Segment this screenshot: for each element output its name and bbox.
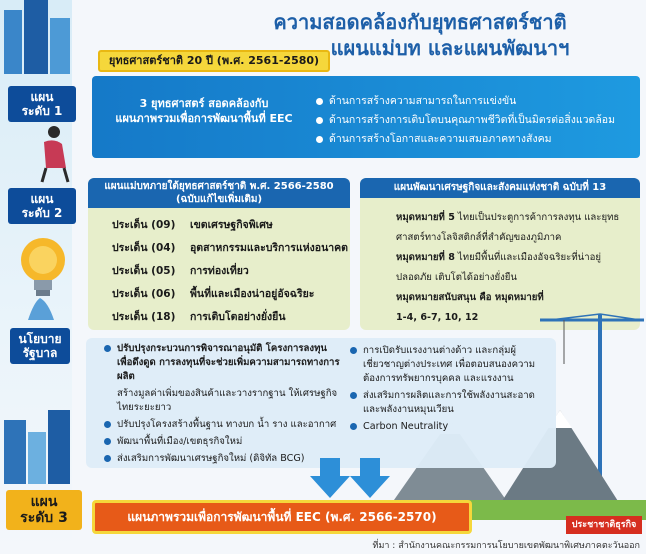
list-item: การเปิดรับแรงงานต่างด้าว และกลุ่มผู้เชี่ยวชาญต่างประเทศ เพื่อตอบสนองความต้องการทรัพยากรบุคคล และแรงงาน — [350, 344, 550, 386]
list-item: Carbon Neutrality — [350, 420, 550, 434]
bullet-icon — [350, 392, 357, 399]
down-arrow-icon — [310, 458, 390, 502]
policy-left-list — [104, 342, 340, 469]
level-3-label: แผน ระดับ 3 — [6, 490, 82, 530]
page-title: ความสอดคล้องกับยุทธศาสตร์ชาติ — [273, 10, 567, 34]
strategy-list — [316, 92, 638, 149]
policy-right-list — [350, 344, 550, 437]
support-milestones: หมุดหมายสนับสนุน คือ หมุดหมายที่ — [396, 292, 544, 303]
lightbulb-icon — [18, 232, 68, 322]
bullet-icon — [104, 455, 111, 462]
nesdp-header: แผนพัฒนาเศรษฐกิจและสังคมแห่งชาติ ฉบับที่ 13 — [360, 178, 640, 198]
bullet-icon — [104, 421, 111, 428]
government-policy-label: นโยบาย รัฐบาล — [10, 328, 70, 364]
bullet-icon — [316, 98, 323, 105]
strategy-summary: 3 ยุทธศาสตร์ สอดคล้องกับ แผนภาพรวมเพื่อการพัฒนาพื้นที่ EEC — [115, 97, 293, 125]
person-icon — [36, 124, 76, 184]
list-item: พัฒนาพื้นที่เมือง/เขตธุรกิจใหม่ — [104, 435, 340, 449]
list-item: ประเด็น (18) การเติบโตอย่างยั่งยืน — [112, 311, 286, 323]
list-item: ปรับปรุงโครงสร้างพื้นฐาน ทางบก น้ำ ราง และอากาศ — [104, 418, 340, 432]
brand-logo: ประชาชาติธุรกิจ — [566, 516, 642, 534]
bullet-icon — [104, 345, 111, 352]
bullet-icon — [350, 423, 357, 430]
list-item: ส่งเสริมการพัฒนาเศรษฐกิจใหม่ (ดิจิทัล BCG) — [104, 452, 340, 466]
page-subtitle: แผนแม่บท และแผนพัฒนาฯ — [330, 36, 570, 60]
level-1-label: แผน ระดับ 1 — [8, 86, 76, 122]
national-strategy-bar: ยุทธศาสตร์ชาติ 20 ปี (พ.ศ. 2561-2580) — [98, 50, 330, 72]
bullet-icon — [104, 438, 111, 445]
strategy-item: ด้านการสร้างความสามารถในการแข่งขัน — [316, 92, 638, 111]
source-note: ที่มา : สำนักงานคณะกรรมการนโยบายเขตพัฒนาพิเศษภาคตะวันออก — [372, 541, 640, 551]
bullet-icon — [316, 136, 323, 143]
list-item: ส่งเสริมการผลิตและการใช้พลังงานสะอาด และพลังงานหมุนเวียน — [350, 389, 550, 417]
list-item: ประเด็น (04) อุตสาหกรรมและบริการแห่งอนาคต — [112, 242, 348, 254]
eec-plan-bar: แผนภาพรวมเพื่อการพัฒนาพื้นที่ EEC (พ.ศ. 2566-2570) — [92, 500, 472, 534]
milestone-8: หมุดหมายที่ 8 ไทยมีพื้นที่และเมืองอัจฉริยะที่น่าอยู่ ปลอดภัย เติบโตได้อย่างยั่งยืน — [396, 252, 601, 283]
list-item: สร้างมูลค่าเพิ่มของสินค้าและวางรากฐาน ให้เศรษฐกิจไทยระยะยาว — [117, 388, 338, 413]
master-plan-header: แผนแม่บทภายใต้ยุทธศาสตร์ชาติ พ.ศ. 2566-2580 (ฉบับแก้ไขเพิ่มเติม) — [88, 178, 350, 208]
milestone-5: หมุดหมายที่ 5 ไทยเป็นประตูการค้าการลงทุน และยุทธศาสตร์ทางโลจิสติกส์ที่สำคัญของภูมิภาค — [396, 212, 620, 243]
strategy-item: ด้านการสร้างโอกาสและความเสมอภาคทางสังคม — [316, 130, 638, 149]
list-item: ประเด็น (05) การท่องเที่ยว — [112, 265, 249, 277]
list-item: ประเด็น (06) พื้นที่และเมืองน่าอยู่อัจฉริยะ — [112, 288, 315, 300]
support-list: 1-4, 6-7, 10, 12 — [396, 312, 479, 323]
level-2-label: แผน ระดับ 2 — [8, 188, 76, 224]
list-item: ประเด็น (09) เขตเศรษฐกิจพิเศษ — [112, 219, 273, 231]
master-plan-list — [112, 214, 348, 329]
list-item: ปรับปรุงกระบวนการพิจารณาอนุมัติ โครงการลงทุนเพื่อดึงดูด การลงทุนที่จะช่วยเพิ่มความสามารถทางการผลิต — [104, 342, 340, 384]
bullet-icon — [350, 347, 357, 354]
strategy-item: ด้านการสร้างการเติบโตบนคุณภาพชีวิตที่เป็นมิตรต่อสิ่งแวดล้อม — [316, 111, 638, 130]
bullet-icon — [316, 117, 323, 124]
